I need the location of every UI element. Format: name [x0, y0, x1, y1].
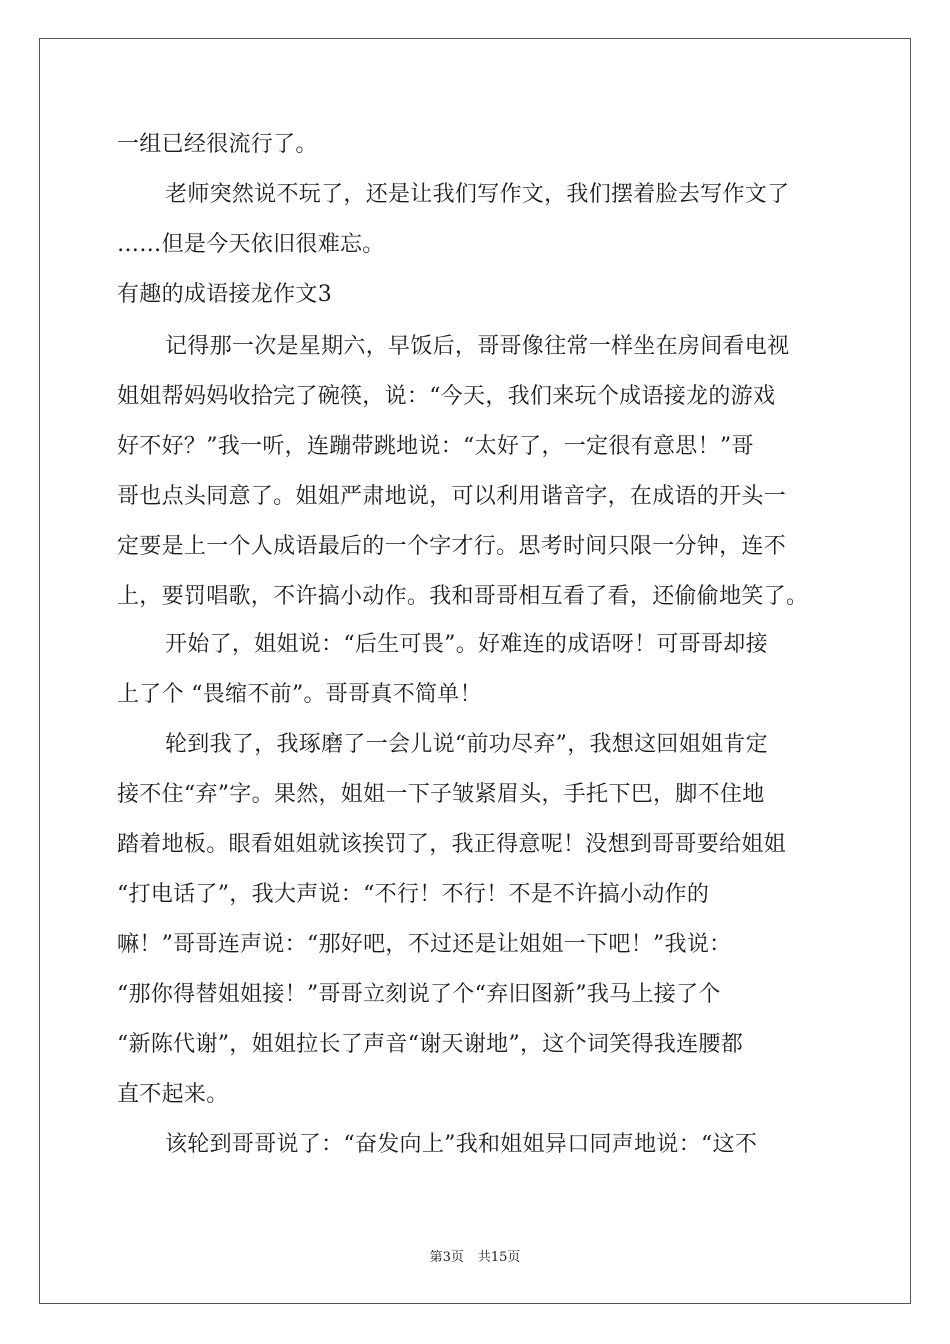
text-line: 姐姐帮妈妈收拾完了碗筷，说：“今天，我们来玩个成语接龙的游戏 [117, 384, 776, 409]
text-line: 老师突然说不玩了，还是让我们写作文，我们摆着脸去写作文了 [165, 182, 790, 207]
text-line: ……但是今天依旧很难忘。 [117, 232, 385, 257]
page-total: 共15页 [477, 1250, 521, 1265]
text-line: 直不起来。 [117, 1082, 229, 1107]
text-line: 嘛！”哥哥连声说：“那好吧，不过还是让姐姐一下吧！”我说： [117, 932, 732, 957]
text-line: 踏着地板。眼看姐姐就该挨罚了，我正得意呢！没想到哥哥要给姐姐 [117, 832, 787, 857]
text-line: 好不好？”我一听，连蹦带跳地说：“太好了，一定很有意思！”哥 [117, 434, 754, 459]
text-line: 上，要罚唱歌，不许搞小动作。我和哥哥相互看了看，还偷偷地笑了。 [117, 584, 809, 609]
text-line: 开始了，姐姐说：“后生可畏”。好难连的成语呀！可哥哥却接 [165, 632, 768, 657]
page-footer [0, 1249, 950, 1267]
text-line: “打电话了”，我大声说：“不行！不行！不是不许搞小动作的 [117, 882, 710, 907]
text-line: 定要是上一个人成语最后的一个字才行。思考时间只限一分钟，连不 [117, 534, 787, 559]
text-line: 一组已经很流行了。 [117, 132, 318, 157]
text-line: 接不住“弃”字。果然，姐姐一下子皱紧眉头，手托下巴，脚不住地 [117, 782, 765, 807]
text-line: 哥也点头同意了。姐姐严肃地说，可以利用谐音字，在成语的开头一 [117, 484, 787, 509]
text-line: “那你得替姐姐接！”哥哥立刻说了个“弃旧图新”我马上接了个 [117, 982, 721, 1007]
text-line: 记得那一次是星期六，早饭后，哥哥像往常一样坐在房间看电视 [165, 334, 790, 359]
text-line: 轮到我了，我琢磨了一会儿说“前功尽弃”，我想这回姐姐肯定 [165, 732, 768, 757]
text-line: “新陈代谢”，姐姐拉长了声音“谢天谢地”，这个词笑得我连腰都 [117, 1032, 743, 1057]
text-line: 该轮到哥哥说了：“奋发向上”我和姐姐异口同声地说：“这不 [165, 1132, 758, 1157]
page-number: 第3页 [429, 1250, 464, 1265]
section-heading: 有趣的成语接龙作文3 [117, 282, 332, 307]
page-border [39, 38, 911, 1304]
text-line: 上了个 “畏缩不前”。哥哥真不简单！ [117, 682, 482, 707]
